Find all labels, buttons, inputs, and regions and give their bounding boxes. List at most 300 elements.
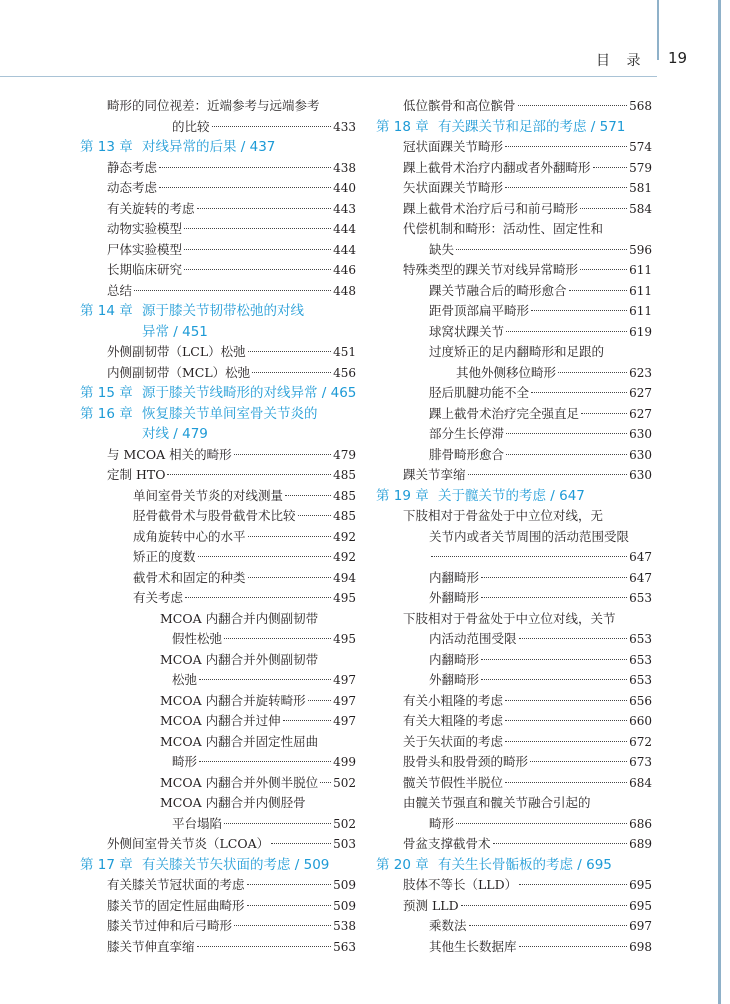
toc-entry: [376, 670, 652, 691]
toc-entry: [376, 219, 652, 240]
toc-entry: [376, 875, 652, 896]
entry-title: MCOA 内翻合并旋转畸形: [160, 692, 306, 708]
entry-page: 611: [629, 263, 652, 277]
dot-leader: [519, 946, 628, 947]
chapter-heading: [80, 855, 356, 876]
entry-page: 440: [333, 181, 356, 195]
entry-title: 膝关节过伸和后弓畸形: [107, 918, 233, 933]
dot-leader: [505, 782, 627, 783]
dot-leader: [468, 474, 628, 475]
toc-entry: [80, 363, 356, 384]
entry-page: 568: [629, 99, 652, 113]
toc-entry: [376, 445, 652, 466]
entry-title: 髋关节假性半脱位: [403, 774, 504, 790]
entry-title: 关节内或者关节周围的活动范围受限: [429, 528, 630, 544]
entry-page: 611: [629, 283, 652, 298]
entry-page: 579: [629, 160, 652, 175]
entry-title: 畸形的同位视差：近端参考与远端参考: [107, 98, 320, 113]
entry-page: 653: [629, 632, 652, 646]
entry-title: 外翻畸形: [429, 672, 480, 687]
toc-entry: [80, 158, 356, 179]
toc-entry: [80, 916, 356, 937]
dot-leader: [461, 905, 627, 906]
entry-title: 胫骨截骨术与股骨截骨术比较: [133, 508, 296, 523]
entry-page: 627: [629, 386, 652, 400]
dot-leader: [320, 782, 331, 783]
toc-column-right: [376, 96, 652, 957]
toc-entry: [376, 260, 652, 281]
dot-leader: [531, 310, 627, 311]
entry-title: 下肢相对于骨盆处于中立位对线，无: [403, 508, 604, 523]
dot-leader: [283, 720, 331, 721]
toc-entry: [80, 670, 356, 691]
chapter-heading: [80, 301, 356, 322]
entry-title: 胫后肌腱功能不全: [429, 385, 530, 400]
toc-entry: [376, 342, 652, 363]
entry-page: 497: [333, 714, 356, 728]
dot-leader: [199, 679, 331, 680]
dot-leader: [530, 761, 627, 762]
chapter-number: 第 17 章: [80, 856, 133, 873]
entry-title: 内侧副韧带（MCL）松弛: [107, 364, 251, 380]
dot-leader: [271, 843, 331, 844]
entry-page: 647: [629, 550, 652, 564]
chapter-heading-continued: [80, 424, 356, 445]
entry-page: 438: [333, 160, 356, 175]
chapter-title: 源于膝关节韧带松弛的对线: [142, 303, 304, 319]
entry-title: MCOA 内翻合并内侧副韧带: [160, 610, 319, 626]
entry-page: 673: [629, 755, 652, 769]
entry-page: 660: [629, 714, 652, 728]
chapter-title: 有关膝关节矢状面的考虑 / 509: [142, 856, 330, 873]
entry-page: 689: [629, 837, 652, 851]
entry-page: 538: [333, 919, 356, 933]
entry-page: 623: [629, 365, 652, 380]
chapter-number: 第 19 章: [376, 487, 429, 504]
entry-title: 踝上截骨术治疗后弓和前弓畸形: [403, 200, 579, 216]
toc-entry: [80, 732, 356, 753]
entry-page: 444: [333, 242, 356, 257]
dot-leader: [308, 700, 331, 701]
chapter-number: 第 18 章: [376, 118, 429, 135]
dot-leader: [212, 126, 332, 127]
toc-entry: [376, 322, 652, 343]
entry-title: 其他生长数据库: [429, 938, 517, 954]
chapter-heading: [376, 117, 652, 138]
dot-leader: [197, 946, 332, 947]
toc-entry: [80, 445, 356, 466]
entry-title: 成角旋转中心的水平: [133, 528, 246, 544]
toc-entry: [376, 506, 652, 527]
toc-entry: [80, 814, 356, 835]
dot-leader: [247, 905, 332, 906]
toc-entry: [80, 875, 356, 896]
entry-title: 肢体不等长（LLD）: [403, 877, 518, 892]
entry-title: 其他外侧移位畸形: [456, 364, 557, 380]
toc-entry: [80, 465, 356, 486]
chapter-title: 对线 / 479: [142, 426, 208, 442]
entry-title: 特殊类型的踝关节对线异常畸形: [403, 262, 579, 277]
dot-leader: [506, 331, 627, 332]
entry-page: 584: [629, 201, 652, 216]
entry-title: MCOA 内翻合并固定性屈曲: [160, 733, 319, 749]
toc-entry: [376, 424, 652, 445]
dot-leader: [518, 105, 628, 106]
toc-entry: [376, 650, 652, 671]
dot-leader: [493, 843, 628, 844]
dot-leader: [481, 597, 627, 598]
entry-page: 653: [629, 652, 652, 667]
toc-entry: [80, 650, 356, 671]
dot-leader: [506, 433, 627, 434]
toc-entry: [376, 281, 652, 302]
toc-entry: [80, 937, 356, 958]
dot-leader: [581, 413, 627, 414]
entry-title: 踝上截骨术治疗内翻或者外翻畸形: [403, 159, 591, 175]
entry-title: 动态考虑: [107, 180, 158, 195]
header-rule: [0, 76, 657, 77]
toc-entry: [376, 363, 652, 384]
dot-leader: [198, 556, 332, 557]
entry-title: 乘数法: [429, 918, 467, 933]
entry-title: 内翻畸形: [429, 651, 480, 667]
entry-title: MCOA 内翻合并外侧半脱位: [160, 774, 319, 790]
toc-entry: [376, 301, 652, 322]
entry-title: 缺失: [429, 241, 455, 257]
toc-entry: [80, 773, 356, 794]
entry-title: 有关小粗隆的考虑: [403, 692, 504, 708]
toc-entry: [376, 588, 652, 609]
entry-title: 长期临床研究: [107, 262, 183, 277]
chapter-number: 第 13 章: [80, 139, 133, 155]
chapter-heading: [376, 486, 652, 507]
toc-entry: [376, 199, 652, 220]
dot-leader: [197, 208, 332, 209]
toc-entry: [376, 732, 652, 753]
chapter-title: 对线异常的后果 / 437: [142, 139, 276, 155]
toc-entry: [376, 137, 652, 158]
entry-title: 静态考虑: [107, 159, 158, 175]
dot-leader: [248, 577, 332, 578]
chapter-number: 第 15 章: [80, 385, 133, 401]
entry-page: 502: [333, 775, 356, 790]
toc-entry: [376, 793, 652, 814]
chapter-heading-continued: [80, 322, 356, 343]
toc-entry: [376, 773, 652, 794]
entry-page: 698: [629, 939, 652, 954]
entry-page: 497: [333, 693, 356, 708]
dot-leader: [519, 884, 627, 885]
chapter-heading: [80, 404, 356, 425]
toc-column-left: [80, 96, 356, 957]
dot-leader: [481, 679, 627, 680]
entry-page: 492: [333, 550, 356, 564]
entry-page: 653: [629, 591, 652, 605]
entry-title: 距骨顶部扁平畸形: [429, 303, 530, 318]
entry-page: 497: [333, 673, 356, 687]
dot-leader: [167, 474, 331, 475]
entry-title: 腓骨畸形愈合: [429, 446, 505, 462]
entry-page: 563: [333, 939, 356, 954]
toc-entry: [376, 568, 652, 589]
entry-page: 695: [629, 878, 652, 892]
dot-leader: [593, 167, 628, 168]
entry-title: 股骨头和股骨颈的畸形: [403, 754, 529, 769]
toc-entry: [376, 465, 652, 486]
dot-leader: [248, 536, 332, 537]
entry-page: 574: [629, 140, 652, 154]
chapter-title: 有关踝关节和足部的考虑 / 571: [438, 118, 626, 135]
toc-entry: [376, 527, 652, 548]
toc-entry: [80, 588, 356, 609]
entry-title: 的比较: [172, 118, 210, 134]
entry-page: 499: [333, 755, 356, 769]
dot-leader: [580, 208, 627, 209]
entry-title: 内翻畸形: [429, 569, 480, 585]
entry-page: 647: [629, 570, 652, 585]
entry-page: 433: [333, 119, 356, 134]
entry-page: 630: [629, 447, 652, 462]
dot-leader: [247, 884, 332, 885]
toc-entry: [376, 916, 652, 937]
dot-leader: [234, 454, 332, 455]
chapter-title: 有关生长骨骺板的考虑 / 695: [438, 856, 612, 873]
dot-leader: [224, 823, 331, 824]
entry-page: 509: [333, 878, 356, 892]
entry-title: 踝关节融合后的畸形愈合: [429, 282, 567, 298]
entry-title: 膝关节伸直挛缩: [107, 938, 195, 954]
toc-entry: [376, 96, 652, 117]
toc-entry: [80, 240, 356, 261]
entry-page: 485: [333, 509, 356, 523]
entry-title: 关于矢状面的考虑: [403, 733, 504, 749]
toc-entry: [80, 711, 356, 732]
entry-page: 446: [333, 263, 356, 277]
entry-title: MCOA 内翻合并外侧副韧带: [160, 651, 319, 667]
entry-page: 619: [629, 324, 652, 339]
entry-title: 有关大粗隆的考虑: [403, 713, 504, 728]
dot-leader: [569, 290, 628, 291]
entry-title: 下肢相对于骨盆处于中立位对线，关节: [403, 610, 616, 626]
entry-title: 有关旋转的考虑: [107, 200, 195, 216]
toc-entry: [376, 158, 652, 179]
toc-entry: [376, 240, 652, 261]
dot-leader: [159, 187, 331, 188]
entry-page: 451: [333, 345, 356, 359]
entry-title: 代偿机制和畸形：活动性、固定性和: [403, 221, 604, 236]
dot-leader: [431, 556, 627, 557]
chapter-number: 第 14 章: [80, 303, 133, 319]
toc-entry: [376, 609, 652, 630]
dot-leader: [184, 249, 331, 250]
dot-leader: [298, 515, 332, 516]
toc-entry: [80, 281, 356, 302]
entry-title: 冠状面踝关节畸形: [403, 139, 504, 154]
dot-leader: [505, 146, 627, 147]
dot-leader: [519, 638, 628, 639]
entry-page: 479: [333, 447, 356, 462]
dot-leader: [456, 823, 627, 824]
chapter-heading: [80, 137, 356, 158]
chapter-number: 第 20 章: [376, 856, 429, 873]
toc-entry: [80, 342, 356, 363]
entry-title: 总结: [107, 282, 133, 298]
toc-entry: [376, 937, 652, 958]
entry-page: 495: [333, 632, 356, 646]
dot-leader: [248, 351, 331, 352]
entry-page: 581: [629, 181, 652, 195]
dot-leader: [234, 925, 331, 926]
toc-entry: [80, 486, 356, 507]
chapter-title: 源于膝关节线畸形的对线异常 / 465: [142, 385, 357, 401]
dot-leader: [184, 228, 331, 229]
chapter-title: 恢复膝关节单间室骨关节炎的: [142, 405, 318, 422]
entry-page: 656: [629, 693, 652, 708]
entry-title: 由髋关节强直和髋关节融合引起的: [403, 795, 591, 810]
entry-title: 过度矫正的足内翻畸形和足跟的: [429, 344, 605, 359]
entry-title: 部分生长停滞: [429, 426, 505, 441]
toc-entry: [376, 896, 652, 917]
entry-title: 松弛: [172, 672, 198, 687]
entry-page: 672: [629, 734, 652, 749]
toc-entry: [376, 547, 652, 568]
dot-leader: [505, 720, 627, 721]
entry-title: 畸形: [429, 815, 455, 831]
running-head-title: 目 录: [596, 53, 647, 69]
dot-leader: [184, 269, 331, 270]
entry-title: 与 MCOA 相关的畸形: [107, 446, 232, 462]
entry-title: 有关考虑: [133, 590, 184, 605]
dot-leader: [580, 269, 627, 270]
entry-title: 外翻畸形: [429, 590, 480, 605]
chapter-number: 第 16 章: [80, 405, 133, 422]
entry-title: 假性松弛: [172, 631, 223, 646]
entry-page: 456: [333, 365, 356, 380]
header-accent-line: [657, 0, 659, 60]
toc-entry: [376, 814, 652, 835]
entry-title: 平台塌陷: [172, 815, 223, 831]
page-number: 19: [668, 49, 688, 67]
dot-leader: [505, 741, 627, 742]
entry-page: 509: [333, 898, 356, 913]
dot-leader: [469, 925, 628, 926]
entry-title: 矢状面踝关节畸形: [403, 180, 504, 195]
chapter-heading: [80, 383, 356, 404]
toc-entry: [80, 117, 356, 138]
entry-page: 502: [333, 816, 356, 831]
dot-leader: [134, 290, 331, 291]
entry-page: 697: [629, 919, 652, 933]
entry-page: 503: [333, 837, 356, 851]
toc-entry: [80, 506, 356, 527]
entry-title: 定制 HTO: [107, 467, 166, 482]
toc-entry: [376, 691, 652, 712]
toc-entry: [80, 609, 356, 630]
dot-leader: [558, 372, 627, 373]
entry-page: 448: [333, 283, 356, 298]
toc-entry: [80, 752, 356, 773]
toc-entry: [80, 568, 356, 589]
entry-page: 492: [333, 529, 356, 544]
entry-title: 畸形: [172, 754, 198, 769]
entry-page: 596: [629, 242, 652, 257]
entry-page: 653: [629, 673, 652, 687]
toc-entry: [376, 178, 652, 199]
entry-title: 有关膝关节冠状面的考虑: [107, 877, 245, 892]
entry-title: 单间室骨关节炎的对线测量: [133, 487, 284, 503]
entry-page: 443: [333, 201, 356, 216]
entry-title: 低位髌骨和高位髌骨: [403, 98, 516, 113]
dot-leader: [456, 249, 627, 250]
dot-leader: [252, 372, 331, 373]
entry-page: 686: [629, 816, 652, 831]
dot-leader: [505, 700, 627, 701]
entry-title: 外侧副韧带（LCL）松弛: [107, 344, 246, 359]
toc-entry: [376, 752, 652, 773]
entry-page: 494: [333, 570, 356, 585]
dot-leader: [224, 638, 331, 639]
entry-title: 外侧间室骨关节炎（LCOA）: [107, 836, 270, 851]
dot-leader: [531, 392, 627, 393]
toc-entry: [80, 691, 356, 712]
chapter-heading: [376, 855, 652, 876]
dot-leader: [505, 187, 627, 188]
entry-page: 630: [629, 468, 652, 482]
dot-leader: [481, 577, 627, 578]
dot-leader: [285, 495, 331, 496]
entry-title: 踝上截骨术治疗完全强直足: [429, 405, 580, 421]
toc-entry: [80, 96, 356, 117]
toc-entry: [80, 527, 356, 548]
toc-entry: [80, 896, 356, 917]
dot-leader: [506, 454, 627, 455]
entry-title: 球窝状踝关节: [429, 323, 505, 339]
entry-page: 695: [629, 898, 652, 913]
entry-title: MCOA 内翻合并过伸: [160, 713, 281, 728]
toc-entry: [80, 199, 356, 220]
entry-page: 630: [629, 427, 652, 441]
toc-entry: [80, 219, 356, 240]
entry-title: 骨盆支撑截骨术: [403, 836, 491, 851]
page-edge-line: [718, 0, 721, 1004]
entry-title: 踝关节挛缩: [403, 467, 466, 482]
entry-title: 矫正的度数: [133, 549, 196, 564]
toc-entry: [80, 260, 356, 281]
toc-entry: [80, 793, 356, 814]
toc-entry: [80, 547, 356, 568]
entry-title: 截骨术和固定的种类: [133, 569, 246, 585]
dot-leader: [481, 659, 627, 660]
toc-entry: [376, 629, 652, 650]
dot-leader: [159, 167, 331, 168]
entry-title: 预测 LLD: [403, 897, 459, 913]
entry-page: 627: [629, 406, 652, 421]
chapter-title: 关于髋关节的考虑 / 647: [438, 487, 585, 504]
toc-entry: [80, 629, 356, 650]
entry-page: 485: [333, 468, 356, 482]
dot-leader: [199, 761, 331, 762]
toc-entry: [376, 404, 652, 425]
entry-page: 444: [333, 222, 356, 236]
dot-leader: [185, 597, 331, 598]
toc-entry: [80, 834, 356, 855]
toc-entry: [376, 711, 652, 732]
entry-page: 611: [629, 304, 652, 318]
entry-title: 内活动范围受限: [429, 631, 517, 646]
entry-title: 动物实验模型: [107, 221, 183, 236]
toc-entry: [80, 178, 356, 199]
entry-page: 495: [333, 591, 356, 605]
